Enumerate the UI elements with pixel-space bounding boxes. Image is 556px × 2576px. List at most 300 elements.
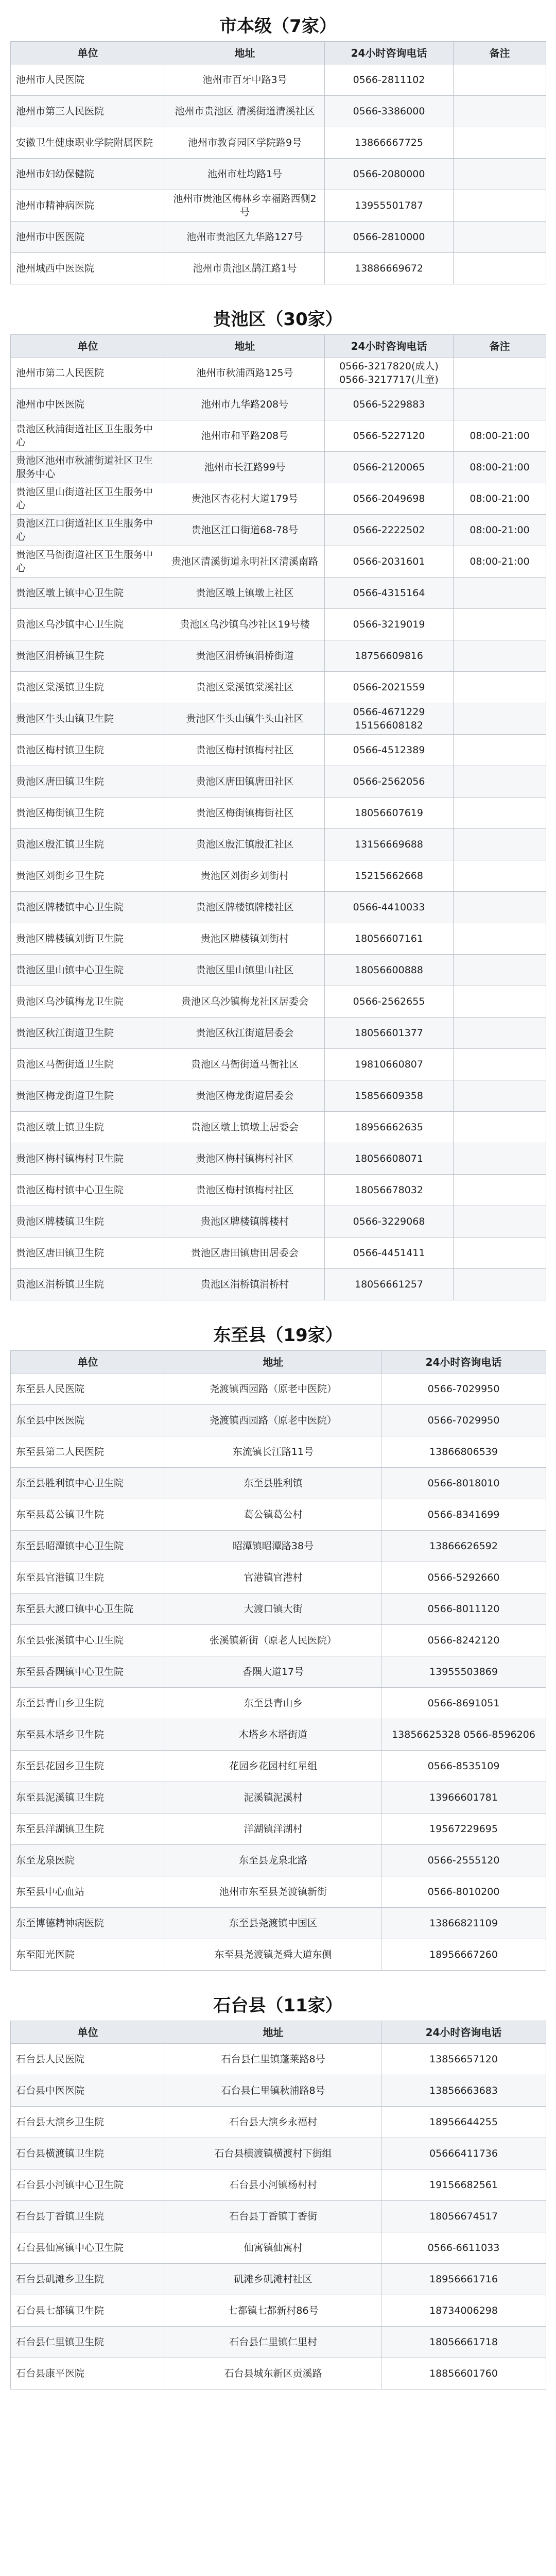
cell-unit: 贵池区秋浦街道社区卫生服务中心 xyxy=(11,420,165,452)
header-unit: 单位 xyxy=(11,42,165,64)
cell-note: 08:00-21:00 xyxy=(454,515,546,546)
cell-phone: 18056607161 xyxy=(325,923,454,955)
cell-note xyxy=(454,389,546,420)
cell-address: 贵池区殷汇镇殷汇社区 xyxy=(165,829,325,860)
section-3 xyxy=(0,1320,556,1971)
cell-address: 石台县小河镇杨村村 xyxy=(165,2170,381,2201)
cell-note: 08:00-21:00 xyxy=(454,546,546,578)
cell-phone: 0566-7029950 xyxy=(381,1405,546,1436)
cell-unit: 东至县人民医院 xyxy=(11,1374,165,1405)
cell-address: 贵池区梅村镇梅村社区 xyxy=(165,735,325,766)
cell-phone: 18056678032 xyxy=(325,1175,454,1206)
cell-phone: 18056601377 xyxy=(325,1018,454,1049)
cell-phone: 19810660807 xyxy=(325,1049,454,1080)
table-row xyxy=(11,483,546,515)
cell-phone: 18056661718 xyxy=(381,2327,546,2358)
cell-note xyxy=(454,159,546,190)
cell-address: 石台县仁里镇蓬莱路8号 xyxy=(165,2044,381,2075)
cell-address: 东至县尧渡镇中国区 xyxy=(165,1908,381,1939)
cell-unit: 东至县中心血站 xyxy=(11,1876,165,1908)
cell-note xyxy=(454,64,546,96)
cell-unit: 池州城西中医医院 xyxy=(11,253,165,284)
table-row xyxy=(11,1143,546,1175)
cell-phone: 19567229695 xyxy=(381,1814,546,1845)
cell-phone: 15856609358 xyxy=(325,1080,454,1112)
table-row xyxy=(11,986,546,1018)
cell-unit: 贵池区涓桥镇卫生院 xyxy=(11,640,165,672)
table-row xyxy=(11,127,546,159)
table-header-row xyxy=(11,42,546,64)
cell-phone: 0566-8018010 xyxy=(381,1468,546,1499)
table-row xyxy=(11,159,546,190)
cell-address: 尧渡镇西园路（原老中医院） xyxy=(165,1374,381,1405)
cell-unit: 东至县泥溪镇卫生院 xyxy=(11,1782,165,1814)
cell-address: 贵池区秋江街道居委会 xyxy=(165,1018,325,1049)
cell-unit: 池州市中医医院 xyxy=(11,222,165,253)
table-row xyxy=(11,515,546,546)
cell-unit: 贵池区秋江街道卫生院 xyxy=(11,1018,165,1049)
table-row xyxy=(11,1814,546,1845)
cell-phone: 0566-4451411 xyxy=(325,1238,454,1269)
table-row xyxy=(11,1238,546,1269)
table-row xyxy=(11,1656,546,1688)
table-row xyxy=(11,2358,546,2389)
cell-note xyxy=(454,1238,546,1269)
cell-address: 石台县丁香镇丁香街 xyxy=(165,2201,381,2232)
table-row xyxy=(11,1939,546,1971)
header-phone: 24小时咨询电话 xyxy=(381,2021,546,2044)
cell-unit: 石台县丁香镇卫生院 xyxy=(11,2201,165,2232)
cell-unit: 东至县昭潭镇中心卫生院 xyxy=(11,1531,165,1562)
cell-unit: 石台县仁里镇卫生院 xyxy=(11,2327,165,2358)
cell-phone: 13856625328 0566-8596206 xyxy=(381,1719,546,1751)
contact-table xyxy=(10,334,546,1300)
header-phone: 24小时咨询电话 xyxy=(325,42,454,64)
table-row xyxy=(11,222,546,253)
table-row xyxy=(11,2170,546,2201)
cell-unit: 东至县大渡口镇中心卫生院 xyxy=(11,1594,165,1625)
cell-unit: 贵池区乌沙镇梅龙卫生院 xyxy=(11,986,165,1018)
table-row xyxy=(11,1080,546,1112)
cell-note xyxy=(454,640,546,672)
cell-address: 石台县仁里镇秋浦路8号 xyxy=(165,2075,381,2107)
cell-phone: 0566-8011120 xyxy=(381,1594,546,1625)
cell-unit: 贵池区梅龙街道卫生院 xyxy=(11,1080,165,1112)
cell-address: 石台县横渡镇横渡村下街组 xyxy=(165,2138,381,2170)
cell-phone: 0566-3219019 xyxy=(325,609,454,640)
section-4 xyxy=(0,1991,556,2389)
cell-address: 贵池区牛头山镇牛头山社区 xyxy=(165,703,325,735)
cell-unit: 池州市精神病医院 xyxy=(11,190,165,222)
table-row xyxy=(11,389,546,420)
table-row xyxy=(11,2327,546,2358)
cell-unit: 石台县康平医院 xyxy=(11,2358,165,2389)
header-unit: 单位 xyxy=(11,2021,165,2044)
cell-address: 葛公镇葛公村 xyxy=(165,1499,381,1531)
cell-address: 仙寓镇仙寓村 xyxy=(165,2232,381,2264)
cell-address: 贵池区里山镇里山社区 xyxy=(165,955,325,986)
cell-unit: 贵池区牛头山镇卫生院 xyxy=(11,703,165,735)
cell-unit: 贵池区墩上镇卫生院 xyxy=(11,1112,165,1143)
cell-phone: 0566-2810000 xyxy=(325,222,454,253)
cell-address: 贵池区乌沙镇梅龙社区居委会 xyxy=(165,986,325,1018)
cell-address: 香隅大道17号 xyxy=(165,1656,381,1688)
cell-phone: 18756609816 xyxy=(325,640,454,672)
cell-address: 石台县大演乡永福村 xyxy=(165,2107,381,2138)
table-header-row xyxy=(11,1351,546,1374)
cell-note xyxy=(454,766,546,798)
cell-unit: 贵池区刘街乡卫生院 xyxy=(11,860,165,892)
table-row xyxy=(11,2232,546,2264)
cell-note xyxy=(454,609,546,640)
cell-note xyxy=(454,222,546,253)
cell-unit: 贵池区墩上镇中心卫生院 xyxy=(11,578,165,609)
cell-unit: 石台县小河镇中心卫生院 xyxy=(11,2170,165,2201)
cell-address: 池州市和平路208号 xyxy=(165,420,325,452)
table-row xyxy=(11,420,546,452)
cell-note xyxy=(454,1175,546,1206)
cell-phone: 0566-2031601 xyxy=(325,546,454,578)
cell-address: 贵池区墩上镇墩上居委会 xyxy=(165,1112,325,1143)
table-row xyxy=(11,2075,546,2107)
cell-phone: 13955501787 xyxy=(325,190,454,222)
section-title: 石台县（11家） xyxy=(213,1995,343,2016)
cell-address: 贵池区墩上镇墩上社区 xyxy=(165,578,325,609)
cell-phone: 18734006298 xyxy=(381,2295,546,2327)
header-address: 地址 xyxy=(165,335,325,358)
cell-note xyxy=(454,1143,546,1175)
cell-phone: 18956644255 xyxy=(381,2107,546,2138)
header-address: 地址 xyxy=(165,2021,381,2044)
cell-phone: 0566-4315164 xyxy=(325,578,454,609)
table-row xyxy=(11,735,546,766)
section-title: 贵池区（30家） xyxy=(213,309,343,330)
cell-address: 官港镇官港村 xyxy=(165,1562,381,1594)
cell-address: 石台县仁里镇仁里村 xyxy=(165,2327,381,2358)
table-row xyxy=(11,798,546,829)
cell-unit: 东至县中医医院 xyxy=(11,1405,165,1436)
cell-address: 贵池区牌楼镇刘街村 xyxy=(165,923,325,955)
cell-phone: 0566-2021559 xyxy=(325,672,454,703)
table-row xyxy=(11,2295,546,2327)
cell-unit: 贵池区牌楼镇卫生院 xyxy=(11,1206,165,1238)
cell-address: 东至县尧渡镇尧舜大道东侧 xyxy=(165,1939,381,1971)
cell-address: 贵池区梅龙街道居委会 xyxy=(165,1080,325,1112)
cell-unit: 贵池区梅村镇梅村卫生院 xyxy=(11,1143,165,1175)
cell-unit: 池州市第三人民医院 xyxy=(11,96,165,127)
cell-note xyxy=(454,127,546,159)
cell-address: 贵池区梅村镇梅村社区 xyxy=(165,1175,325,1206)
cell-unit: 贵池区殷汇镇卫生院 xyxy=(11,829,165,860)
cell-phone: 13866821109 xyxy=(381,1908,546,1939)
cell-address: 池州市教育园区学院路9号 xyxy=(165,127,325,159)
cell-phone: 13866667725 xyxy=(325,127,454,159)
cell-note xyxy=(454,578,546,609)
table-row xyxy=(11,1876,546,1908)
table-row xyxy=(11,829,546,860)
cell-unit: 池州市人民医院 xyxy=(11,64,165,96)
table-row xyxy=(11,1562,546,1594)
cell-unit: 东至县花园乡卫生院 xyxy=(11,1751,165,1782)
cell-phone: 18956667260 xyxy=(381,1939,546,1971)
cell-unit: 东至龙泉医院 xyxy=(11,1845,165,1876)
cell-address: 花园乡花园村红星组 xyxy=(165,1751,381,1782)
cell-unit: 东至县官港镇卫生院 xyxy=(11,1562,165,1594)
cell-unit: 贵池区唐田镇卫生院 xyxy=(11,766,165,798)
cell-address: 池州市杜均路1号 xyxy=(165,159,325,190)
table-row xyxy=(11,2264,546,2295)
cell-phone: 0566-5229883 xyxy=(325,389,454,420)
table-row xyxy=(11,1594,546,1625)
cell-note xyxy=(454,358,546,389)
section-title: 市本级（7家） xyxy=(219,16,337,37)
cell-address: 池州市秋浦西路125号 xyxy=(165,358,325,389)
cell-phone: 0566-7029950 xyxy=(381,1374,546,1405)
cell-unit: 池州市中医医院 xyxy=(11,389,165,420)
table-row xyxy=(11,955,546,986)
cell-address: 东流镇长江路11号 xyxy=(165,1436,381,1468)
cell-note xyxy=(454,798,546,829)
header-address: 地址 xyxy=(165,1351,381,1374)
cell-note xyxy=(454,860,546,892)
table-row xyxy=(11,2044,546,2075)
cell-unit: 石台县大演乡卫生院 xyxy=(11,2107,165,2138)
cell-unit: 池州市妇幼保健院 xyxy=(11,159,165,190)
cell-note: 08:00-21:00 xyxy=(454,420,546,452)
cell-phone: 13886669672 xyxy=(325,253,454,284)
cell-address: 贵池区乌沙镇乌沙社区19号楼 xyxy=(165,609,325,640)
table-header-row xyxy=(11,335,546,358)
cell-phone: 18856601760 xyxy=(381,2358,546,2389)
cell-note xyxy=(454,735,546,766)
cell-note xyxy=(454,1018,546,1049)
table-row xyxy=(11,923,546,955)
cell-phone: 0566-4671229 15156608182 xyxy=(325,703,454,735)
cell-address: 池州市贵池区梅林乡幸福路西侧2号 xyxy=(165,190,325,222)
cell-unit: 贵池区棠溪镇卫生院 xyxy=(11,672,165,703)
table-row xyxy=(11,253,546,284)
cell-phone: 13866806539 xyxy=(381,1436,546,1468)
table-row xyxy=(11,860,546,892)
cell-note xyxy=(454,923,546,955)
cell-unit: 贵池区里山街道社区卫生服务中心 xyxy=(11,483,165,515)
cell-phone: 13156669688 xyxy=(325,829,454,860)
table-row xyxy=(11,1049,546,1080)
header-note: 备注 xyxy=(454,335,546,358)
cell-address: 东至县龙泉北路 xyxy=(165,1845,381,1876)
cell-address: 昭潭镇昭潭路38号 xyxy=(165,1531,381,1562)
table-row xyxy=(11,1175,546,1206)
cell-phone: 0566-3229068 xyxy=(325,1206,454,1238)
cell-address: 贵池区唐田镇唐田社区 xyxy=(165,766,325,798)
cell-phone: 18056607619 xyxy=(325,798,454,829)
cell-unit: 东至博德精神病医院 xyxy=(11,1908,165,1939)
cell-unit: 石台县仙寓镇中心卫生院 xyxy=(11,2232,165,2264)
cell-phone: 0566-4512389 xyxy=(325,735,454,766)
cell-address: 池州市贵池区 清溪街道清溪社区 xyxy=(165,96,325,127)
cell-phone: 0566-3217820(成人) 0566-3217717(儿童) xyxy=(325,358,454,389)
cell-unit: 贵池区马衙街道卫生院 xyxy=(11,1049,165,1080)
contact-table xyxy=(10,2021,546,2389)
cell-address: 贵池区棠溪镇棠溪社区 xyxy=(165,672,325,703)
cell-unit: 石台县矶滩乡卫生院 xyxy=(11,2264,165,2295)
cell-address: 池州市百牙中路3号 xyxy=(165,64,325,96)
cell-note xyxy=(454,1112,546,1143)
cell-note xyxy=(454,986,546,1018)
cell-address: 贵池区梅村镇梅村社区 xyxy=(165,1143,325,1175)
cell-address: 贵池区刘街乡刘街村 xyxy=(165,860,325,892)
cell-address: 池州市长江路99号 xyxy=(165,452,325,483)
cell-address: 贵池区梅街镇梅街社区 xyxy=(165,798,325,829)
cell-phone: 0566-8010200 xyxy=(381,1876,546,1908)
table-row xyxy=(11,1845,546,1876)
table-row xyxy=(11,1625,546,1656)
cell-unit: 石台县横渡镇卫生院 xyxy=(11,2138,165,2170)
cell-address: 木塔乡木塔街道 xyxy=(165,1719,381,1751)
cell-phone: 0566-5292660 xyxy=(381,1562,546,1594)
cell-unit: 贵池区牌楼镇刘街卫生院 xyxy=(11,923,165,955)
cell-unit: 贵池区牌楼镇中心卫生院 xyxy=(11,892,165,923)
table-row xyxy=(11,452,546,483)
cell-unit: 东至县张溪镇中心卫生院 xyxy=(11,1625,165,1656)
cell-phone: 05666411736 xyxy=(381,2138,546,2170)
table-row xyxy=(11,1468,546,1499)
cell-unit: 石台县七都镇卫生院 xyxy=(11,2295,165,2327)
header-unit: 单位 xyxy=(11,1351,165,1374)
table-row xyxy=(11,1206,546,1238)
cell-phone: 0566-8242120 xyxy=(381,1625,546,1656)
cell-phone: 18056661257 xyxy=(325,1269,454,1300)
cell-address: 池州市贵池区鹊江路1号 xyxy=(165,253,325,284)
table-row xyxy=(11,1112,546,1143)
table-row xyxy=(11,609,546,640)
table-row xyxy=(11,358,546,389)
cell-phone: 0566-2120065 xyxy=(325,452,454,483)
section-1 xyxy=(0,11,556,284)
contact-table xyxy=(10,1350,546,1971)
header-unit: 单位 xyxy=(11,335,165,358)
cell-phone: 0566-2555120 xyxy=(381,1845,546,1876)
cell-note xyxy=(454,703,546,735)
cell-unit: 东至县第二人民医院 xyxy=(11,1436,165,1468)
table-row xyxy=(11,703,546,735)
cell-unit: 东至阳光医院 xyxy=(11,1939,165,1971)
table-row xyxy=(11,640,546,672)
table-row xyxy=(11,1782,546,1814)
cell-note xyxy=(454,253,546,284)
cell-note xyxy=(454,96,546,127)
section-title: 东至县（19家） xyxy=(213,1325,343,1346)
cell-phone: 0566-2222502 xyxy=(325,515,454,546)
section-2 xyxy=(0,304,556,1300)
cell-address: 东至县胜利镇 xyxy=(165,1468,381,1499)
cell-unit: 贵池区马衙街道社区卫生服务中心 xyxy=(11,546,165,578)
table-row xyxy=(11,96,546,127)
cell-phone: 13866626592 xyxy=(381,1531,546,1562)
cell-phone: 0566-2562056 xyxy=(325,766,454,798)
cell-unit: 东至县香隅镇中心卫生院 xyxy=(11,1656,165,1688)
cell-phone: 0566-5227120 xyxy=(325,420,454,452)
cell-phone: 0566-2080000 xyxy=(325,159,454,190)
cell-phone: 0566-2811102 xyxy=(325,64,454,96)
cell-unit: 安徽卫生健康职业学院附属医院 xyxy=(11,127,165,159)
cell-phone: 18056674517 xyxy=(381,2201,546,2232)
cell-unit: 贵池区里山镇中心卫生院 xyxy=(11,955,165,986)
cell-phone: 18056608071 xyxy=(325,1143,454,1175)
table-row xyxy=(11,578,546,609)
table-row xyxy=(11,1751,546,1782)
table-row xyxy=(11,2138,546,2170)
cell-address: 尧渡镇西园路（原老中医院） xyxy=(165,1405,381,1436)
cell-address: 贵池区唐田镇唐田居委会 xyxy=(165,1238,325,1269)
cell-note: 08:00-21:00 xyxy=(454,483,546,515)
header-note: 备注 xyxy=(454,42,546,64)
table-row xyxy=(11,672,546,703)
cell-address: 贵池区江口街道68-78号 xyxy=(165,515,325,546)
cell-address: 贵池区涓桥镇涓桥村 xyxy=(165,1269,325,1300)
cell-unit: 贵池区梅村镇卫生院 xyxy=(11,735,165,766)
cell-address: 石台县城东新区贡溪路 xyxy=(165,2358,381,2389)
cell-phone: 0566-2562655 xyxy=(325,986,454,1018)
cell-unit: 石台县人民医院 xyxy=(11,2044,165,2075)
table-row xyxy=(11,2201,546,2232)
cell-phone: 18056600888 xyxy=(325,955,454,986)
table-row xyxy=(11,1018,546,1049)
cell-address: 贵池区牌楼镇牌楼社区 xyxy=(165,892,325,923)
cell-phone: 0566-3386000 xyxy=(325,96,454,127)
cell-unit: 贵池区池州市秋浦街道社区卫生服务中心 xyxy=(11,452,165,483)
table-row xyxy=(11,1374,546,1405)
header-phone: 24小时咨询电话 xyxy=(325,335,454,358)
cell-address: 泥溪镇泥溪村 xyxy=(165,1782,381,1814)
cell-address: 张溪镇新街（原老人民医院） xyxy=(165,1625,381,1656)
table-row xyxy=(11,64,546,96)
table-row xyxy=(11,766,546,798)
table-row xyxy=(11,1908,546,1939)
cell-unit: 贵池区乌沙镇中心卫生院 xyxy=(11,609,165,640)
table-row xyxy=(11,1269,546,1300)
table-row xyxy=(11,1405,546,1436)
cell-phone: 13966601781 xyxy=(381,1782,546,1814)
table-row xyxy=(11,1436,546,1468)
cell-note xyxy=(454,672,546,703)
cell-address: 洋湖镇洋湖村 xyxy=(165,1814,381,1845)
table-row xyxy=(11,2107,546,2138)
cell-phone: 0566-4410033 xyxy=(325,892,454,923)
cell-unit: 东至县葛公镇卫生院 xyxy=(11,1499,165,1531)
cell-phone: 0566-8691051 xyxy=(381,1688,546,1719)
cell-note: 08:00-21:00 xyxy=(454,452,546,483)
cell-note xyxy=(454,1206,546,1238)
cell-phone: 0566-2049698 xyxy=(325,483,454,515)
cell-address: 池州市贵池区九华路127号 xyxy=(165,222,325,253)
cell-unit: 贵池区江口街道社区卫生服务中心 xyxy=(11,515,165,546)
table-row xyxy=(11,1531,546,1562)
cell-unit: 东至县胜利镇中心卫生院 xyxy=(11,1468,165,1499)
table-row xyxy=(11,1688,546,1719)
cell-phone: 13856657120 xyxy=(381,2044,546,2075)
cell-note xyxy=(454,955,546,986)
cell-address: 贵池区牌楼镇牌楼村 xyxy=(165,1206,325,1238)
cell-unit: 贵池区涓桥镇卫生院 xyxy=(11,1269,165,1300)
header-address: 地址 xyxy=(165,42,325,64)
cell-unit: 东至县洋湖镇卫生院 xyxy=(11,1814,165,1845)
table-row xyxy=(11,546,546,578)
cell-address: 东至县青山乡 xyxy=(165,1688,381,1719)
cell-phone: 13856663683 xyxy=(381,2075,546,2107)
cell-unit: 贵池区梅村镇中心卫生院 xyxy=(11,1175,165,1206)
cell-address: 贵池区涓桥镇涓桥街道 xyxy=(165,640,325,672)
